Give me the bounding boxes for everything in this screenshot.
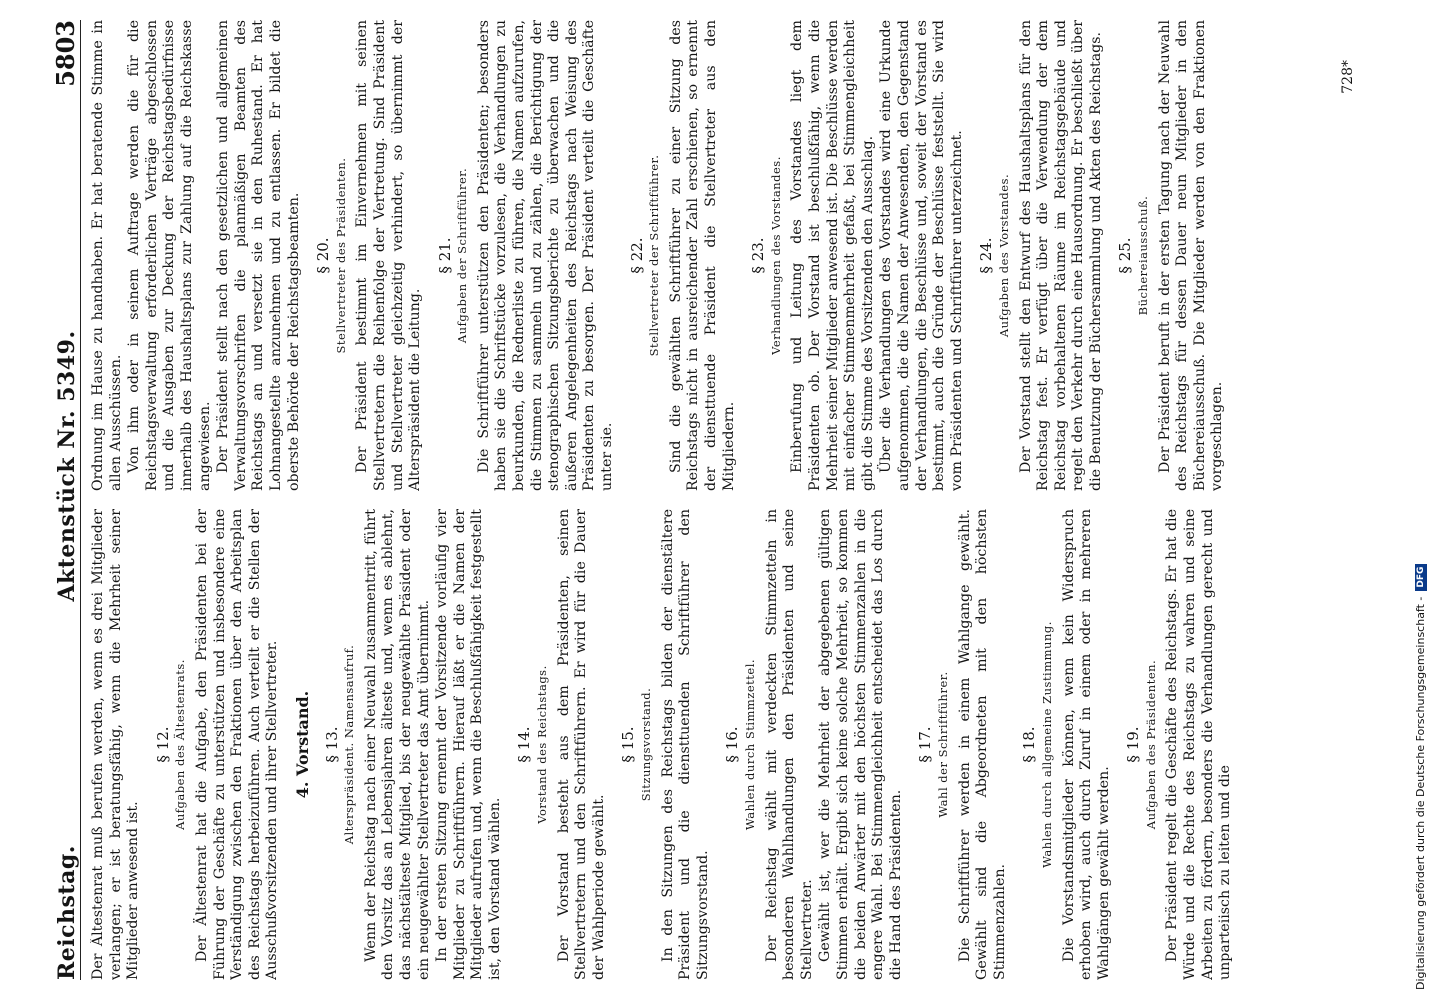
section-title: Büchereiausschuß. [1136, 195, 1151, 316]
section-number: § 20. [314, 237, 333, 274]
page-header [40, 20, 81, 980]
dfg-logo: DFG [1415, 564, 1427, 591]
section-number: § 16. [723, 726, 742, 763]
section-number: § 21. [435, 237, 454, 274]
section-number: § 13. [322, 726, 341, 763]
section-title: Aufgaben der Schriftführer. [455, 167, 470, 344]
section-title: Stellvertreter des Präsidenten. [333, 157, 348, 354]
section-number: § 14. [515, 726, 534, 763]
section-title: Alterspräsident. Namensaufruf. [342, 644, 357, 845]
section-title: Verhandlungen des Vorstandes. [768, 156, 783, 355]
paragraph: Der Vorstand stellt den Entwurf des Haushaltsplans für den Reichstag fest. Er verfügt über die Verwendung der dem Reichstag vorbehaltenen Räume im Reichstagsgebäude und regelt den Verkehr durch eine Hausordnung. Er beschließt über die Benutzung der Büchersammlung und Akten des Reichstags. [1017, 20, 1104, 491]
section-title: Wahl der Schriftführer. [935, 671, 950, 818]
text-columns [90, 20, 1420, 980]
paragraph: Über die Verhandlungen des Vorstandes wird eine Urkunde aufgenommen, die die Namen der Anwesenden, den Gegenstand der Verhandlungen, die Beschlüsse und, soweit der Vorstand es bestimmt, auch die Gründe der Beschlüsse feststellt. Sie wird vom Präsidenten und Schriftführer unterzeichnet. [878, 20, 965, 491]
section-number: § 18. [1020, 726, 1039, 763]
section-title: Vorstand des Reichstags. [535, 665, 550, 824]
paragraph: Gewählt ist, wer die Mehrheit der abgegebenen gültigen Stimmen erhält. Ergibt sich keine solche Mehrheit, so kommen die beiden Anwärter mit den höchsten Stimmenzahlen in die engere Wahl. Bei Stimmengleichheit entscheidet das Los durch die Hand des Präsidenten. [817, 509, 904, 980]
section-number: § 12. [153, 726, 172, 763]
section-number: § 22. [627, 237, 646, 274]
paragraph: Von ihm oder in seinem Auftrage werden die für die Reichstagsverwaltung erforderlichen Verträge abgeschlossen und die Ausgaben zur Deckung der Reichstagsbedürfnisse innerhalb des Haushaltsplans zur Zahlung auf die Reichskasse angewiesen. [126, 20, 213, 491]
section-title: Wahlen durch Stimmzettel. [743, 658, 757, 831]
signature-mark: 728* [1340, 60, 1356, 94]
section-title: Sitzungsvorstand. [639, 687, 654, 802]
section-title: Wahlen durch allgemeine Zustimmung. [1039, 621, 1054, 868]
document-page [40, 20, 1434, 980]
chapter-heading: 4. Vorstand. [292, 690, 312, 799]
paragraph: Ordnung im Hause zu handhaben. Er hat beratende Stimme in allen Ausschüssen. [90, 20, 124, 491]
section-title: Stellvertreter der Schriftführer. [647, 154, 662, 357]
credit-text: Digitalisierung gefördert durch die Deutsche Forschungsgemeinschaft - [1414, 596, 1427, 990]
header-left: Reichstag. [54, 845, 80, 980]
paragraph: Die Vorstandsmitglieder können, wenn kein Widerspruch erhoben wird, auch durch Zuruf in einem oder in mehreren Wahlgängen gewählt werden. [1060, 509, 1112, 980]
paragraph: Die Schriftführer werden in einem Wahlgange gewählt. Gewählt sind die Abgeordneten mit den höchsten Stimmenzahlen. [956, 509, 1008, 980]
paragraph: In den Sitzungen des Reichstags bilden der dienstältere Präsident und die diensttuenden Schriftführer den Sitzungsvorstand. [659, 509, 711, 980]
paragraph: Einberufung und Leitung des Vorstandes liegt dem Präsidenten ob. Der Vorstand ist beschlußfähig, wenn die Mehrheit seiner Mitglieder anwesend ist. Die Beschlüsse werden mit einfacher Stimmenmehrheit gefaßt, bei Stimmengleichheit gibt die Stimme des Vorsitzenden den Ausschlag. [789, 20, 876, 491]
digitization-credit [1414, 564, 1427, 990]
section-number: § 25. [1116, 237, 1135, 274]
paragraph: Der Präsident bestimmt im Einvernehmen mit seinen Stellvertretern die Reihenfolge der Vertretung. Sind Präsident und Stellvertreter gleichzeitig verhindert, so übernimmt der Alterspräsident die Leitung. [354, 20, 424, 491]
paragraph: Der Reichstag wählt mit verdeckten Stimmzetteln in besonderen Wahlhandlungen den Präsidenten und seine Stellvertreter. [763, 509, 815, 980]
section-number: § 23. [749, 237, 768, 274]
section-title: Aufgaben des Vorstandes. [996, 173, 1011, 338]
paragraph: Die Schriftführer unterstützen den Präsidenten; besonders haben sie die Schriftstücke vorzulesen, die Verhandlungen zu beurkunden, die Rednerliste zu führen, die Namen aufzurufen, die Stimmen zu sammeln und zu zählen, die Berichtigung der stenographischen Sitzungsberichte zu überwachen und die äußeren Angelegenheiten des Reichstags nach Weisung des Präsidenten zu besorgen. Der Präsident verteilt die Geschäfte unter sie. [475, 20, 616, 491]
column-right [90, 20, 1420, 491]
paragraph: Der Präsident regelt die Geschäfte des Reichstags. Er hat die Würde und die Rechte des Reichstags zu wahren und seine Arbeiten zu fördern, besonders die Verhandlungen gerecht und unparteiisch zu leiten und die [1164, 509, 1234, 980]
paragraph: Der Präsident beruft in der ersten Tagung nach der Neuwahl des Reichstags für dessen Dauer neun Mitglieder in den Büchereiausschuß. Die Mitglieder werden von den Fraktionen vorgeschlagen. [1156, 20, 1226, 491]
paragraph: Sind die gewählten Schriftführer zu einer Sitzung des Reichstags nicht in ausreichender Zahl erschienen, so ernennt der diensttuende Präsident die Stellvertreter aus den Mitgliedern. [667, 20, 737, 491]
section-number: § 15. [619, 726, 638, 763]
section-number: § 17. [916, 726, 935, 763]
section-title: Aufgaben des Präsidenten. [1143, 659, 1158, 830]
section-title: Aufgaben des Ältestenrats. [173, 659, 188, 830]
header-title: Aktenstück Nr. 5349. [54, 330, 80, 602]
paragraph: Der Vorstand besteht aus dem Präsidenten, seinen Stellvertretern und den Schriftführern. Er wird für die Dauer der Wahlperiode gewählt. [555, 509, 607, 980]
paragraph: In der ersten Sitzung ernennt der Vorsitzende vorläufig vier Mitglieder zu Schriftführern. Hierauf läßt er die Namen der Mitglieder aufrufen und, wenn die Beschlußfähigkeit festgestellt ist, den Vorstand wählen. [434, 509, 503, 980]
section-number: § 19. [1124, 726, 1143, 763]
paragraph: Der Präsident stellt nach den gesetzlichen und allgemeinen Verwaltungsvorschriften die planmäßigen Beamten des Reichstags an und versetzt sie in den Ruhestand. Er hat Lohnangestellte anzunehmen und zu entlassen. Er bildet die oberste Behörde der Reichstagsbeamten. [215, 20, 302, 491]
paragraph: Wenn der Reichstag nach einer Neuwahl zusammentritt, führt den Vorsitz das an Lebensjahren älteste und, wenn es ablehnt, das nächstälteste Mitglied, bis der neugewählte Präsident oder ein neugewählter Stellvertreter das Amt übernimmt. [362, 509, 432, 980]
paragraph: Der Ältestenrat muß berufen werden, wenn es drei Mitglieder verlangen; er ist beratungsfähig, wenn die Mehrheit seiner Mitglieder anwesend ist. [90, 509, 142, 980]
page-number: 5803 [51, 20, 80, 87]
paragraph: Der Ältestenrat hat die Aufgabe, den Präsidenten bei der Führung der Geschäfte zu unterstützen und insbesondere eine Verständigung zwischen den Fraktionen über den Arbeitsplan des Reichstags herbeizuführen. Auch verteilt er die Stellen der Ausschußvorsitzenden und ihrer Stellvertreter. [193, 509, 281, 980]
column-left [90, 509, 1420, 980]
section-number: § 24. [977, 237, 996, 274]
